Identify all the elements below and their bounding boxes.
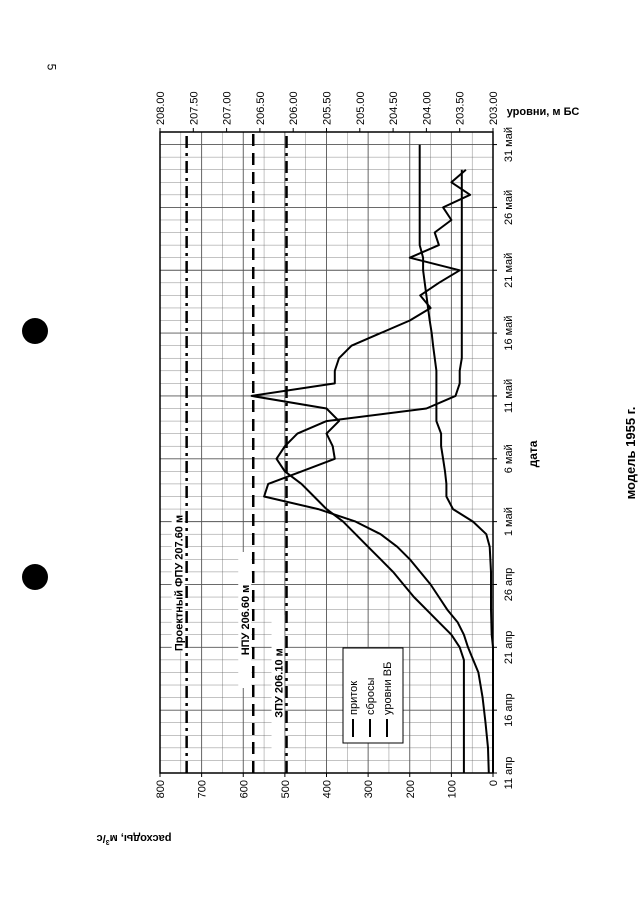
- x-tick-label: 16 апр: [503, 693, 515, 727]
- x-tick-label: 16 май: [503, 315, 515, 351]
- legend: [343, 648, 403, 743]
- y-tick-label: 700: [196, 780, 209, 799]
- y-tick-label: 300: [363, 780, 376, 799]
- y2-tick-label: 206.00: [288, 91, 301, 125]
- x-axis: [493, 127, 515, 789]
- y-axis: [155, 773, 500, 798]
- x-tick-label: 21 май: [503, 252, 515, 288]
- y2-tick-label: 203.50: [454, 91, 467, 125]
- chart-subtitle: модель 1955 г.: [623, 406, 638, 500]
- legend-entry: уровни ВБ: [382, 661, 394, 715]
- x-tick-label: 11 май: [503, 378, 515, 414]
- x-axis-title: дата: [526, 440, 540, 468]
- x-tick-label: 31 май: [503, 127, 515, 163]
- y-tick-label: 200: [404, 780, 417, 799]
- reference-line-label: ЗПУ 206.10 м: [273, 648, 286, 718]
- reference-lines: [172, 132, 287, 773]
- legend-entry: приток: [348, 680, 360, 715]
- x-tick-label: 11 апр: [503, 756, 515, 790]
- y2-tick-label: 206.50: [254, 91, 267, 125]
- y2-tick-label: 205.00: [354, 91, 367, 125]
- y2-tick-label: 207.50: [188, 91, 201, 125]
- y-tick-label: 100: [446, 780, 459, 799]
- reference-line-label: НПУ 206.60 м: [240, 584, 253, 656]
- y-tick-label: 800: [155, 780, 167, 799]
- page-number: 5: [44, 63, 59, 71]
- y-tick-label: 500: [279, 780, 292, 799]
- y2-tick-label: 207.00: [221, 91, 234, 125]
- y-axis-title: расходы, $м^3/с$: [96, 832, 172, 845]
- y-tick-label: 0: [488, 780, 500, 787]
- y2-axis-title: уровни, м БС: [506, 106, 580, 118]
- y2-axis: [155, 91, 500, 132]
- x-tick-label: 21 апр: [503, 630, 515, 665]
- x-tick-label: 26 май: [503, 189, 515, 225]
- y2-tick-label: 203.00: [488, 91, 500, 125]
- y2-tick-label: 204.00: [421, 91, 434, 125]
- x-tick-label: 6 май: [503, 444, 515, 474]
- y2-tick-label: 204.50: [388, 91, 401, 125]
- x-tick-label: 26 апр: [503, 567, 515, 602]
- y-tick-label: 400: [321, 780, 334, 799]
- reference-line-label: Проектный ФПУ 207.60 м: [173, 514, 186, 652]
- y2-tick-label: 205.50: [321, 91, 334, 125]
- y2-tick-label: 208.00: [155, 91, 167, 125]
- legend-entry: сбросы: [365, 677, 377, 715]
- x-tick-label: 1 май: [503, 507, 515, 537]
- y-tick-label: 600: [238, 780, 251, 799]
